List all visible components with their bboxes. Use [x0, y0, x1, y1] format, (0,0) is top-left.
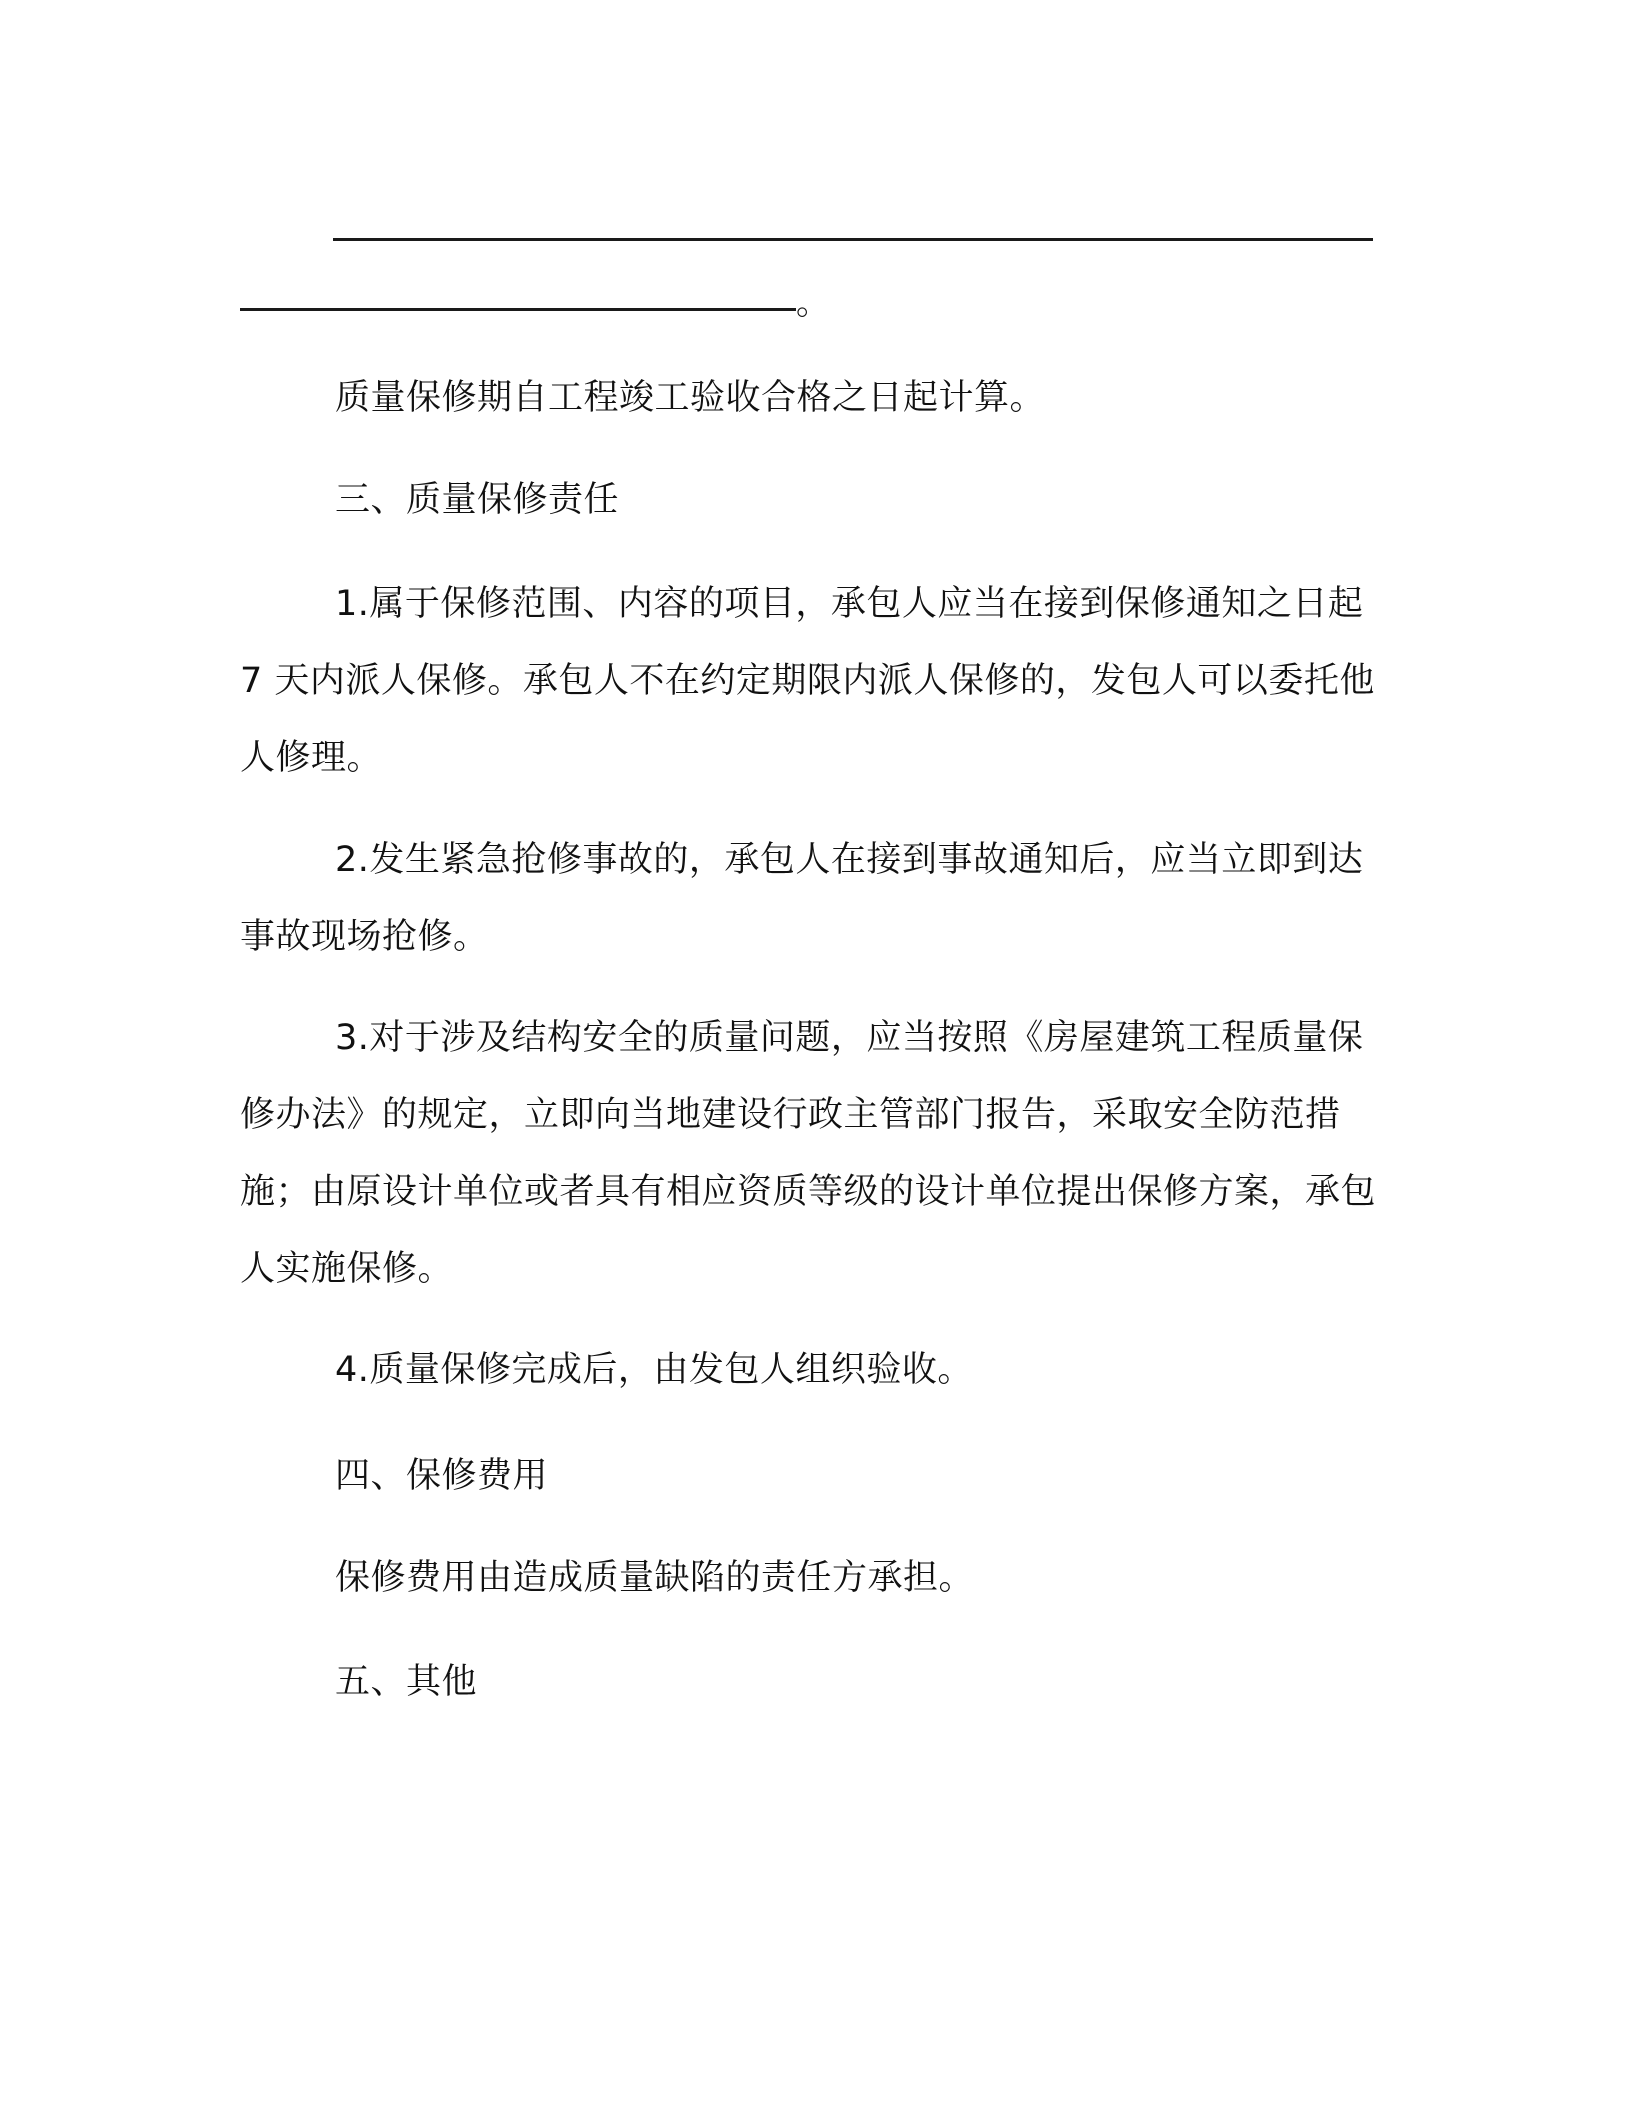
section-5-heading: 五、其他 [335, 1662, 478, 1702]
fill-in-blank-line-1 [333, 238, 1373, 241]
responsibility-item-2: 2.发生紧急抢修事故的，承包人在接到事故通知后，应当立即到达事故现场抢修。 [240, 840, 1364, 957]
fee-responsibility-text: 保修费用由造成质量缺陷的责任方承担。 [335, 1558, 975, 1598]
section-3-heading: 三、质量保修责任 [335, 480, 620, 520]
fill-in-blank-line-2 [240, 308, 796, 311]
fill-in-end-mark: 。 [796, 283, 830, 323]
section-4-heading: 四、保修费用 [335, 1456, 549, 1496]
responsibility-item-1: 1.属于保修范围、内容的项目，承包人应当在接到保修通知之日起 7 天内派人保修。承包人不在约定期限内派人保修的，发包人可以委托他人修理。 [240, 584, 1375, 778]
responsibility-item-4: 4.质量保修完成后，由发包人组织验收。 [335, 1350, 973, 1390]
responsibility-item-3: 3.对于涉及结构安全的质量问题，应当按照《房屋建筑工程质量保修办法》的规定，立即向当地建设行政主管部门报告，采取安全防范措施；由原设计单位或者具有相应资质等级的设计单位提出保修方案，承包人实施保修。 [240, 1018, 1377, 1289]
warranty-start-text: 质量保修期自工程竣工验收合格之日起计算。 [335, 378, 1046, 418]
